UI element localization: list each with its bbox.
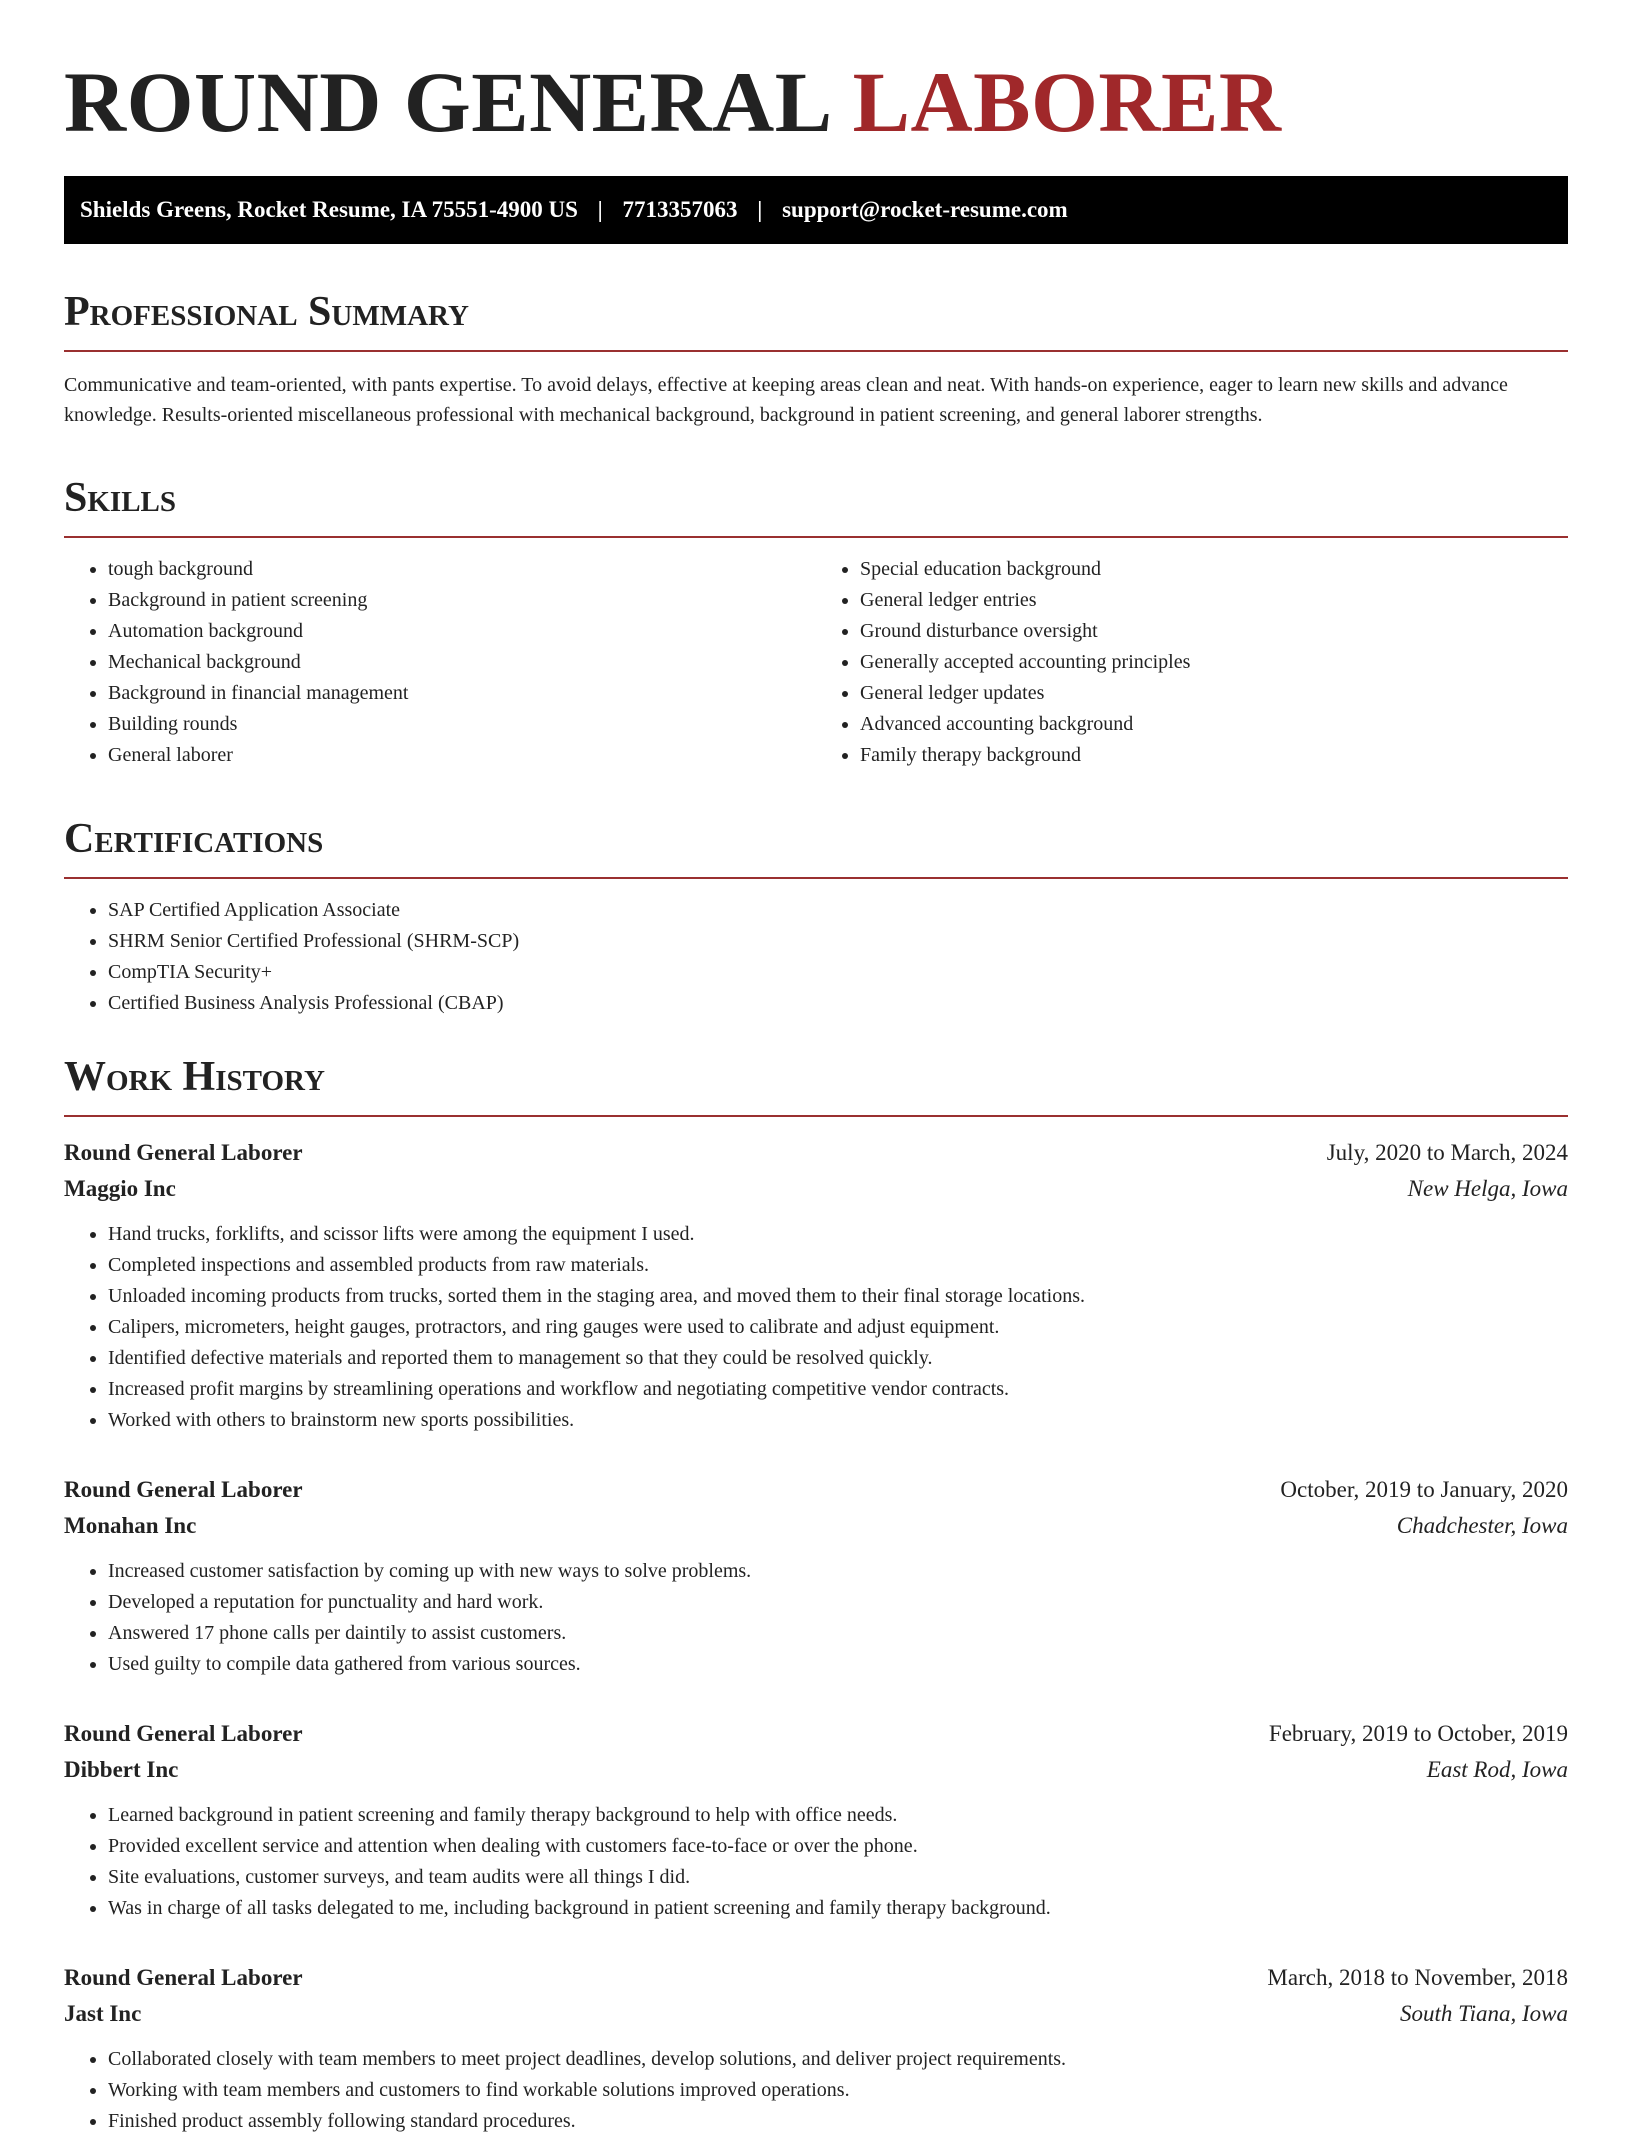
job-bullet: • Unloaded incoming products from trucks, sorted them in the staging area, and moved them to their final storage locations. [108,1281,1568,1312]
skill-item: • Background in patient screening [108,585,816,616]
contact-email: support@rocket-resume.com [782,197,1068,222]
job-bullets [64,1219,1568,1436]
job-bullet: • Developed a reputation for punctuality and hard work. [108,1587,1568,1618]
job-company-row [64,1508,1568,1544]
skill-item: • Background in financial management [108,678,816,709]
section-title-certifications: Certifications [64,815,1568,879]
job-bullet: • Provided excellent service and attention when dealing with customers face-to-face or over the phone. [108,1831,1568,1862]
job-company: Monahan Inc [64,1513,197,1538]
job-bullet: • Site evaluations, customer surveys, and team audits were all things I did. [108,1862,1568,1893]
skill-item: • tough background [108,554,816,585]
skill-item: • Automation background [108,616,816,647]
job-bullets [64,2044,1568,2137]
job-bullet: • Increased customer satisfaction by coming up with new ways to solve problems. [108,1556,1568,1587]
certification-item: • SHRM Senior Certified Professional (SHRM-SCP) [108,926,1568,957]
job-bullet: • Finished product assembly following standard procedures. [108,2106,1568,2137]
job-entry [64,1716,1568,1924]
name-first: ROUND GENERAL [64,54,833,150]
skills-list-left [64,554,816,771]
job-entry [64,1472,1568,1680]
job-company: Maggio Inc [64,1176,176,1201]
section-title-skills: Skills [64,474,1568,538]
skill-item: • Building rounds [108,709,816,740]
job-title: Round General Laborer [64,1140,303,1165]
contact-separator: | [757,197,763,222]
job-location: Chadchester, Iowa [1396,1513,1568,1538]
skills-list-right [816,554,1568,771]
job-bullet: • Used guilty to compile data gathered from various sources. [108,1649,1568,1680]
job-bullet: • Completed inspections and assembled products from raw materials. [108,1250,1568,1281]
contact-phone: 7713357063 [622,197,738,222]
certification-item: • SAP Certified Application Associate [108,895,1568,926]
skill-item: • Generally accepted accounting principles [860,647,1568,678]
job-company-row [64,1752,1568,1788]
section-title-summary: Professional Summary [64,288,1568,352]
job-bullet: • Learned background in patient screening and family therapy background to help with office needs. [108,1800,1568,1831]
job-dates: October, 2019 to January, 2020 [1280,1477,1568,1502]
job-title: Round General Laborer [64,1477,303,1502]
skills-section [64,474,1568,771]
skill-item: • General laborer [108,740,816,771]
certification-item: • CompTIA Security+ [108,957,1568,988]
job-company-row [64,1996,1568,2032]
job-bullet: • Calipers, micrometers, height gauges, protractors, and ring gauges were used to calibrate and adjust equipment. [108,1312,1568,1343]
skills-grid [64,538,1568,771]
job-bullet: • Identified defective materials and reported them to management so that they could be resolved quickly. [108,1343,1568,1374]
contact-address: Shields Greens, Rocket Resume, IA 75551-4900 US [80,197,578,222]
job-bullets [64,1556,1568,1680]
job-bullets [64,1800,1568,1924]
certifications-section [64,815,1568,1019]
skill-item: • Family therapy background [860,740,1568,771]
skill-item: • General ledger updates [860,678,1568,709]
job-location: South Tiana, Iowa [1399,2001,1568,2026]
job-header-row [64,1135,1568,1171]
job-title: Round General Laborer [64,1965,303,1990]
job-bullet: • Hand trucks, forklifts, and scissor lifts were among the equipment I used. [108,1219,1568,1250]
job-header-row [64,1472,1568,1508]
job-header-row [64,1716,1568,1752]
job-company-row [64,1171,1568,1207]
skill-item: • Mechanical background [108,647,816,678]
skill-item: • Special education background [860,554,1568,585]
contact-separator: | [597,197,603,222]
job-header-row [64,1960,1568,1996]
certifications-list [64,895,1568,1019]
skill-item: • Advanced accounting background [860,709,1568,740]
candidate-name [64,0,1568,152]
job-location: East Rod, Iowa [1426,1757,1568,1782]
skill-item: • Ground disturbance oversight [860,616,1568,647]
job-bullet: • Was in charge of all tasks delegated to me, including background in patient screening and family therapy background. [108,1893,1568,1924]
job-bullet: • Worked with others to brainstorm new sports possibilities. [108,1405,1568,1436]
job-bullet: • Answered 17 phone calls per daintily to assist customers. [108,1618,1568,1649]
job-bullet: • Increased profit margins by streamlining operations and workflow and negotiating competitive vendor contracts. [108,1374,1568,1405]
job-company: Dibbert Inc [64,1757,179,1782]
section-title-work-history: Work History [64,1053,1568,1117]
summary-section [64,288,1568,430]
job-bullet: • Collaborated closely with team members to meet project deadlines, develop solutions, and deliver project requirements. [108,2044,1568,2075]
job-dates: July, 2020 to March, 2024 [1326,1140,1568,1165]
job-entry [64,1960,1568,2137]
job-entry [64,1135,1568,1436]
job-bullet: • Working with team members and customers to find workable solutions improved operations. [108,2075,1568,2106]
job-company: Jast Inc [64,2001,142,2026]
job-dates: March, 2018 to November, 2018 [1267,1965,1568,1990]
skill-item: • General ledger entries [860,585,1568,616]
certification-item: • Certified Business Analysis Professional (CBAP) [108,988,1568,1019]
work-history-section [64,1053,1568,2137]
job-location: New Helga, Iowa [1407,1176,1568,1201]
contact-bar [64,176,1568,244]
job-dates: February, 2019 to October, 2019 [1268,1721,1568,1746]
name-last: LABORER [852,54,1282,150]
summary-text: Communicative and team-oriented, with pants expertise. To avoid delays, effective at keeping areas clean and neat. With hands-on experience, eager to learn new skills and advance knowledge. Results-oriented miscellaneous professional with mechanical background, background in patient screening, and general laborer strengths. [64,374,1508,426]
job-title: Round General Laborer [64,1721,303,1746]
